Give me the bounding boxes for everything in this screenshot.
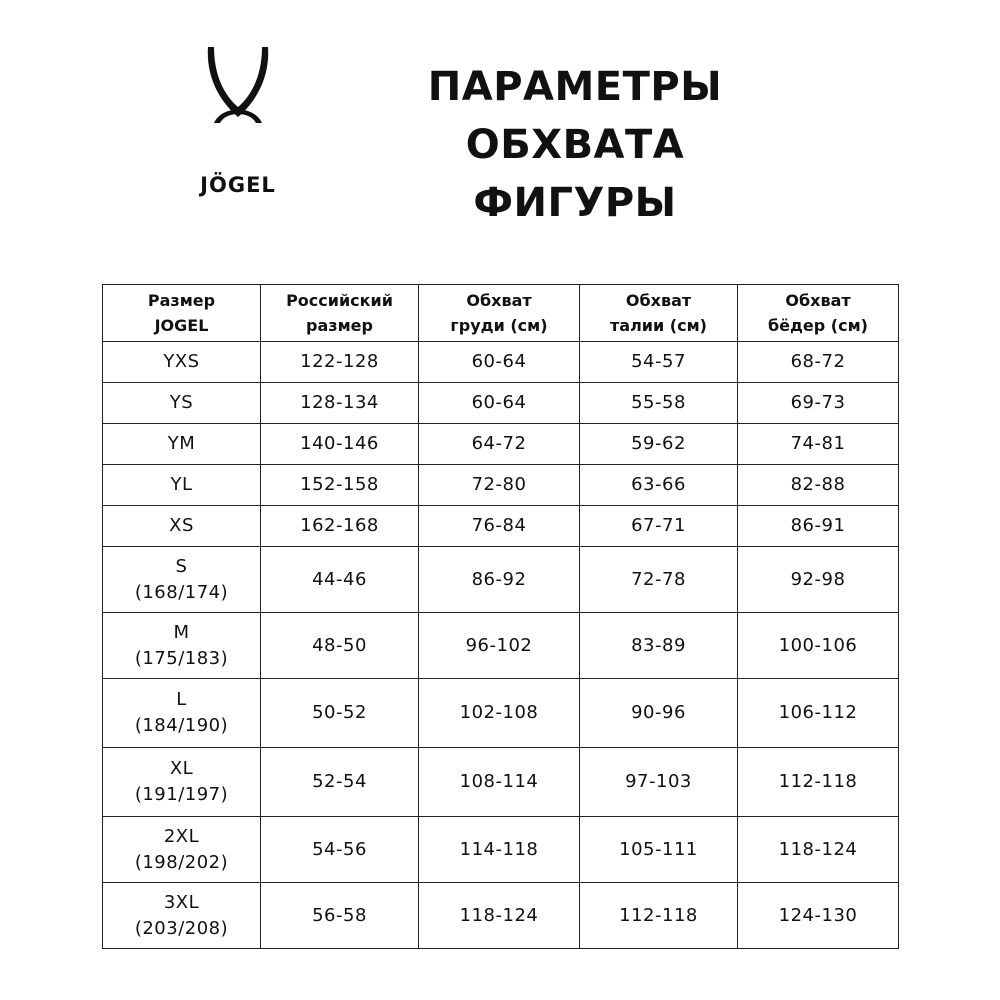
russian-size-cell: 122-128: [261, 342, 419, 383]
chest-cell: 96-102: [419, 613, 580, 679]
height-range: (175/183): [134, 647, 229, 669]
waist-cell: 112-118: [580, 883, 738, 949]
hips-cell: 74-81: [738, 424, 899, 465]
jogel-emblem-icon: [200, 45, 276, 123]
chest-cell: 60-64: [419, 342, 580, 383]
height-range: (203/208): [134, 917, 229, 939]
page-title: [320, 58, 830, 232]
russian-size-cell: 50-52: [261, 679, 419, 748]
size-cell: [103, 748, 261, 817]
header-waist: Обхват талии (см): [580, 285, 738, 342]
waist-cell: 90-96: [580, 679, 738, 748]
waist-cell: 54-57: [580, 342, 738, 383]
size-cell: [103, 817, 261, 883]
table-row: [103, 748, 899, 817]
size-cell: XS: [103, 506, 261, 547]
russian-size-cell: 162-168: [261, 506, 419, 547]
russian-size-cell: 128-134: [261, 383, 419, 424]
table-row: [103, 613, 899, 679]
brand-logo: [178, 45, 298, 197]
size-label: 2XL: [163, 825, 200, 847]
page-title-line-1: ПАРАМЕТРЫ ОБХВАТА: [427, 64, 723, 168]
waist-cell: 97-103: [580, 748, 738, 817]
russian-size-cell: 44-46: [261, 547, 419, 613]
table-row: [103, 547, 899, 613]
size-cell: [103, 547, 261, 613]
chest-cell: 86-92: [419, 547, 580, 613]
size-cell: [103, 679, 261, 748]
russian-size-cell: 56-58: [261, 883, 419, 949]
size-label: M: [173, 621, 190, 643]
russian-size-cell: 54-56: [261, 817, 419, 883]
hips-cell: 69-73: [738, 383, 899, 424]
chest-cell: 64-72: [419, 424, 580, 465]
size-cell: YS: [103, 383, 261, 424]
height-range: (191/197): [134, 784, 229, 805]
chest-cell: 108-114: [419, 748, 580, 817]
waist-cell: 55-58: [580, 383, 738, 424]
russian-size-cell: 152-158: [261, 465, 419, 506]
header-russian-size: Российский размер: [261, 285, 419, 342]
chest-cell: 102-108: [419, 679, 580, 748]
header-hips: Обхват бёдер (см): [738, 285, 899, 342]
table-row: [103, 465, 899, 506]
hips-cell: 124-130: [738, 883, 899, 949]
hips-cell: 82-88: [738, 465, 899, 506]
size-cell: YXS: [103, 342, 261, 383]
waist-cell: 72-78: [580, 547, 738, 613]
height-range: (198/202): [134, 851, 229, 873]
chest-cell: 118-124: [419, 883, 580, 949]
size-label: XL: [169, 758, 194, 779]
table-row: [103, 424, 899, 465]
hips-cell: 100-106: [738, 613, 899, 679]
hips-cell: 92-98: [738, 547, 899, 613]
size-cell: YL: [103, 465, 261, 506]
header-size-jogel: Размер JOGEL: [103, 285, 261, 342]
height-range: (168/174): [134, 581, 229, 603]
russian-size-cell: 140-146: [261, 424, 419, 465]
table-row: [103, 679, 899, 748]
table-row: [103, 383, 899, 424]
hips-cell: 118-124: [738, 817, 899, 883]
waist-cell: 67-71: [580, 506, 738, 547]
hips-cell: 112-118: [738, 748, 899, 817]
hips-cell: 68-72: [738, 342, 899, 383]
russian-size-cell: 52-54: [261, 748, 419, 817]
table-row: [103, 342, 899, 383]
size-chart-table: [102, 284, 899, 949]
table-row: [103, 883, 899, 949]
size-cell: [103, 883, 261, 949]
size-label: L: [176, 689, 187, 710]
size-cell: [103, 613, 261, 679]
table-header-row: [103, 285, 899, 342]
size-cell: YM: [103, 424, 261, 465]
table-row: [103, 817, 899, 883]
page-title-line-2: ФИГУРЫ: [473, 180, 677, 226]
hips-cell: 86-91: [738, 506, 899, 547]
size-label: S: [175, 555, 188, 577]
waist-cell: 59-62: [580, 424, 738, 465]
waist-cell: 63-66: [580, 465, 738, 506]
chest-cell: 114-118: [419, 817, 580, 883]
hips-cell: 106-112: [738, 679, 899, 748]
russian-size-cell: 48-50: [261, 613, 419, 679]
waist-cell: 105-111: [580, 817, 738, 883]
table-row: [103, 506, 899, 547]
height-range: (184/190): [134, 715, 229, 736]
header-chest: Обхват груди (см): [419, 285, 580, 342]
brand-name: JÖGEL: [200, 173, 276, 197]
size-label: 3XL: [163, 891, 200, 913]
chest-cell: 72-80: [419, 465, 580, 506]
waist-cell: 83-89: [580, 613, 738, 679]
chest-cell: 60-64: [419, 383, 580, 424]
chest-cell: 76-84: [419, 506, 580, 547]
